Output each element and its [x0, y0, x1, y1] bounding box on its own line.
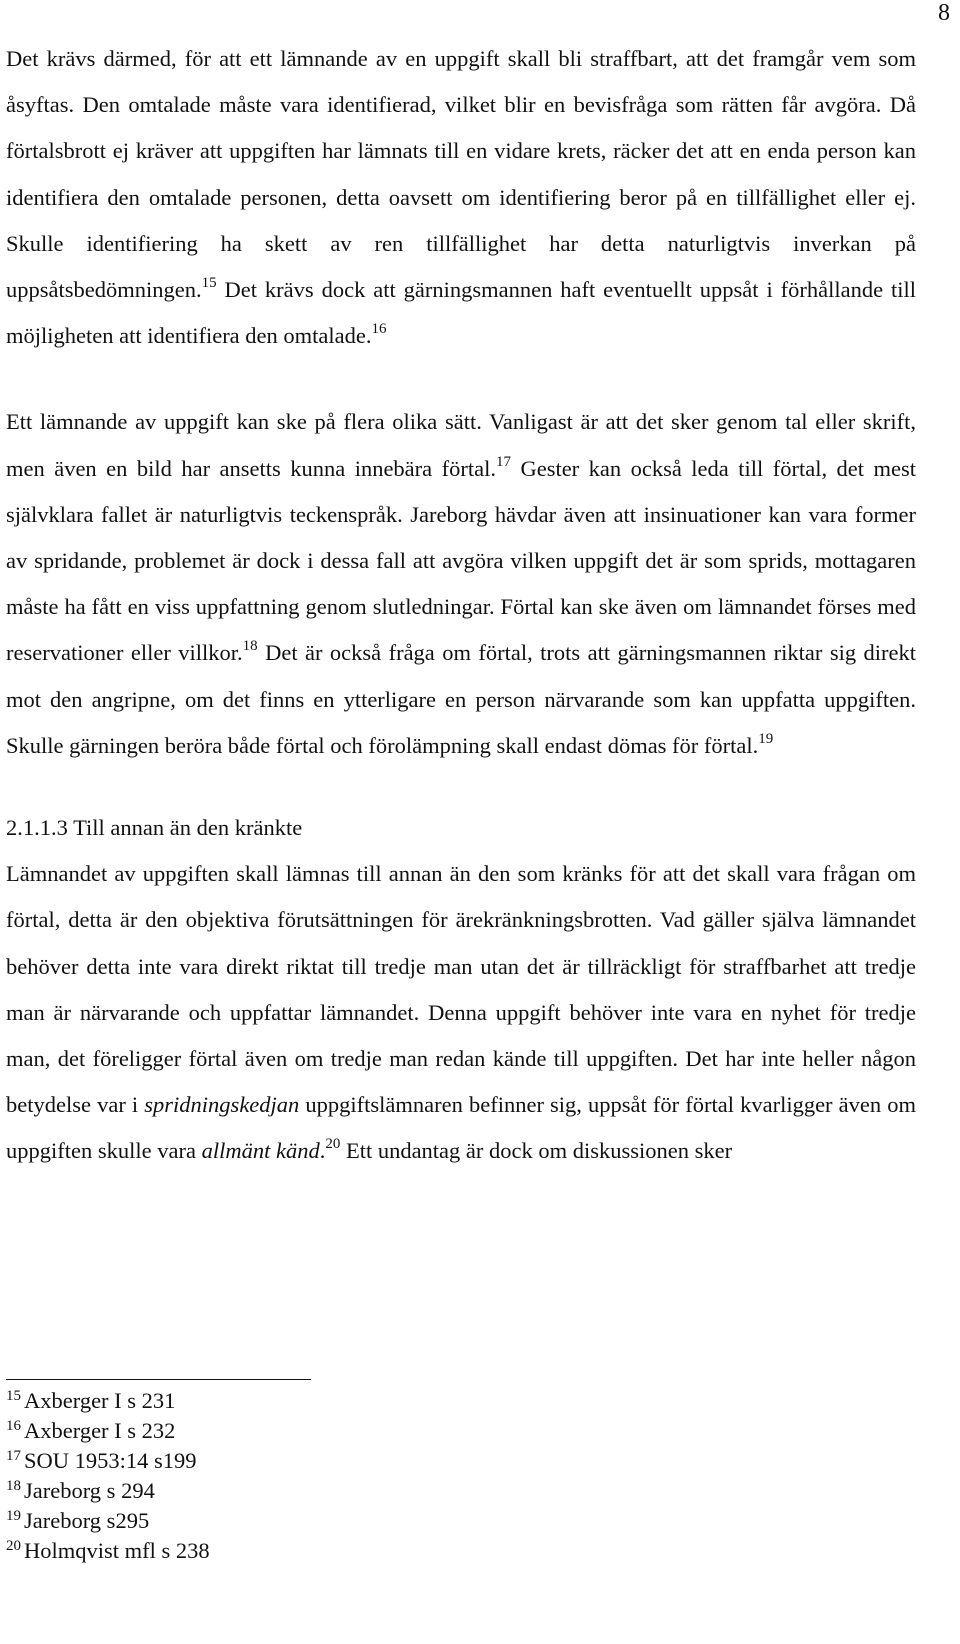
text-run: Ett undantag är dock om diskussionen sker: [340, 1138, 733, 1164]
page-number: 8: [938, 0, 950, 26]
footnote: [6, 1536, 210, 1566]
footnote-number: 15: [6, 1388, 21, 1404]
paragraph: [6, 851, 916, 1174]
footnote-text: SOU 1953:14 s199: [24, 1448, 197, 1473]
footnote: [6, 1506, 210, 1536]
footnote-number: 16: [6, 1418, 21, 1434]
text-run: uppgiftslämnaren befinner sig, uppsåt för förtal kvarligger även om uppgiften skulle vara: [6, 1092, 917, 1164]
footnote-ref: 15: [201, 275, 217, 292]
section-heading: 2.1.1.3 Till annan än den kränkte: [6, 815, 303, 841]
footnote-text: Jareborg s295: [24, 1508, 150, 1533]
footnote-number: 20: [6, 1538, 21, 1554]
footnote: [6, 1416, 210, 1446]
footnote-ref: 20: [325, 1136, 341, 1153]
footnote-divider: [6, 1379, 311, 1380]
footnote-text: Axberger I s 232: [24, 1418, 176, 1443]
text-run: Det krävs därmed, för att ett lämnande av en uppgift skall bli straffbart, att det framgår vem som åsyftas. Den omtalade måste vara identifierad, vilket blir en bevisfråga som rätten får avgöra. Då förtalsbrott ej kräver att uppgiften har lämnats till en vidare krets, räcker det att en enda person kan identifiera den omtalade personen, detta oavsett om identifiering beror på en tillfällighet eller ej. Skulle identifiering ha skett av ren tillfällighet har detta naturligtvis inverkan på uppsåtsbedömningen.: [6, 46, 916, 303]
footnote: [6, 1446, 210, 1476]
footnote-number: 19: [6, 1508, 21, 1524]
footnote-ref: 18: [242, 638, 258, 655]
paragraph: [6, 36, 916, 359]
text-run: Lämnandet av uppgiften skall lämnas till annan än den som kränks för att det skall vara frågan om förtal, detta är den objektiva förutsättningen för ärekränkningsbrotten. Vad gäller själva lämnandet behöver detta inte vara direkt riktat till tredje man utan det är tillräckligt för straffbarhet att tredje man är närvarande och uppfattar lämnandet. Denna uppgift behöver inte vara en nyhet för tredje man, det föreligger förtal även om tredje man redan kände till uppgiften. Det har inte heller någon betydelse var i: [6, 861, 916, 1118]
text-run: .: [319, 1138, 326, 1164]
footnote-ref: 17: [495, 453, 511, 470]
text-run: Det krävs dock att gärningsmannen haft eventuellt uppsåt i förhållande till möjligheten att identifiera den omtalade.: [6, 277, 916, 349]
text-run: Ett lämnande av uppgift kan ske på flera olika sätt. Vanligast är att det sker genom tal eller skrift, men även en bild har ansetts kunna innebära förtal.: [6, 409, 916, 481]
footnote-text: Holmqvist mfl s 238: [24, 1538, 210, 1563]
footnotes: [6, 1386, 210, 1566]
paragraph: [6, 399, 916, 769]
footnote-number: 18: [6, 1478, 21, 1494]
footnote: [6, 1386, 210, 1416]
text-run: Gester kan också leda till förtal, det mest självklara fallet är naturligtvis teckenspråk. Jareborg hävdar även att insinuationer kan vara former av spridande, problemet är dock i dessa fall att avgöra vilken uppgift det är som sprids, mottagaren måste ha fått en viss uppfattning genom slutledningar. Förtal kan ske även om lämnandet förses med reservationer eller villkor.: [6, 455, 916, 666]
text-run: Det är också fråga om förtal, trots att gärningsmannen riktar sig direkt mot den angripne, om det finns en ytterligare en person närvarande som kan uppfatta uppgiften. Skulle gärningen beröra både förtal och förolämpning skall endast dömas för förtal.: [6, 640, 917, 758]
footnote-number: 17: [6, 1448, 21, 1464]
footnote-text: Axberger I s 231: [24, 1388, 176, 1413]
footnote-ref: 16: [371, 321, 387, 338]
footnote: [6, 1476, 210, 1506]
emphasis-text: allmänt känd: [201, 1138, 320, 1164]
body-text: [6, 36, 916, 1175]
emphasis-text: spridningskedjan: [144, 1092, 300, 1118]
footnote-ref: 19: [758, 730, 774, 747]
footnote-text: Jareborg s 294: [24, 1478, 155, 1503]
